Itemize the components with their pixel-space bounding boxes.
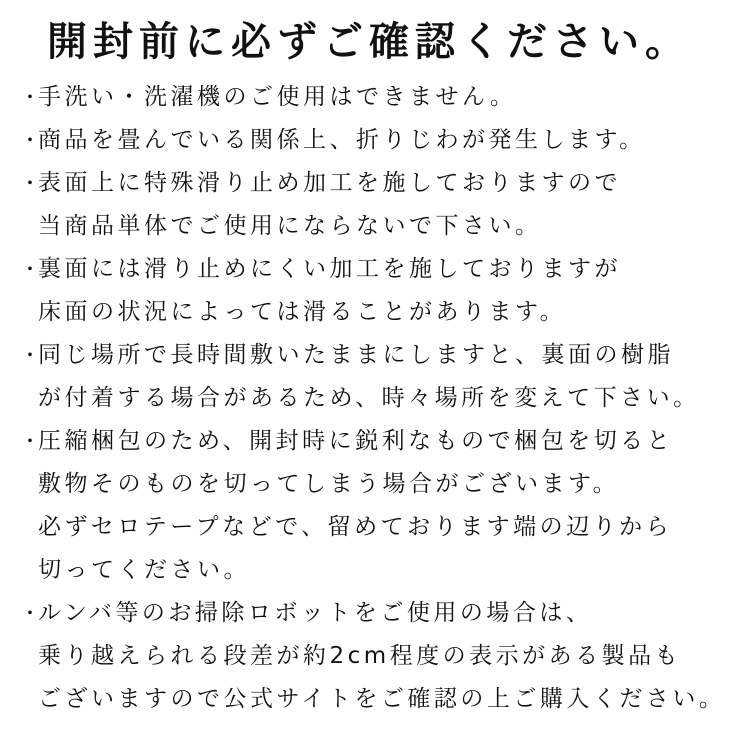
notice-item bbox=[20, 119, 726, 162]
notice-item bbox=[20, 248, 726, 334]
notice-line: 乗り越えられる段差が約2cm程度の表示がある製品も bbox=[38, 643, 682, 669]
bullet-marker: ・ bbox=[20, 257, 40, 281]
notice-item bbox=[20, 592, 726, 721]
notice-line: 商品を畳んでいる関係上、折りじわが発生します。 bbox=[38, 127, 646, 153]
notice-line: ルンバ等のお掃除ロボットをご使用の場合は、 bbox=[38, 600, 593, 626]
notice-lines bbox=[38, 248, 726, 334]
page-title: 開封前に必ずご確認ください。 bbox=[47, 19, 691, 65]
bullet-marker: ・ bbox=[20, 601, 40, 625]
bullet-marker: ・ bbox=[20, 171, 40, 195]
notice-line: 手洗い・洗濯機のご使用はできません。 bbox=[38, 84, 517, 110]
notice-line: 同じ場所で長時間敷いたままにしますと、裏面の樹脂 bbox=[38, 342, 674, 368]
notice-line: 床面の状況によっては滑ることがあります。 bbox=[38, 299, 567, 325]
notice-lines bbox=[38, 420, 726, 592]
notice-item bbox=[20, 76, 726, 119]
notice-lines bbox=[38, 162, 726, 248]
notice-lines bbox=[38, 119, 726, 162]
notice-item bbox=[20, 334, 726, 420]
bullet-marker: ・ bbox=[20, 85, 40, 109]
notice-line: 当商品単体でご使用にならないで下さい。 bbox=[38, 213, 542, 239]
notice-line: 表面上に特殊滑り止め加工を施しておりますので bbox=[38, 170, 621, 196]
notice-lines bbox=[38, 76, 726, 119]
notice-line: ございますので公式サイトをご確認の上ご購入ください。 bbox=[38, 686, 726, 712]
notice-line: 圧縮梱包のため、開封時に鋭利なもので梱包を切ると bbox=[38, 428, 674, 454]
notice-line: 切ってください。 bbox=[38, 557, 250, 583]
notice-item bbox=[20, 420, 726, 592]
notice-line: 裏面には滑り止めにくい加工を施しておりますが bbox=[38, 256, 621, 282]
notice-line: 必ずセロテープなどで、留めております端の辺りから bbox=[38, 514, 673, 540]
notice-lines bbox=[38, 592, 726, 721]
notice-line: 敷物そのものを切ってしまう場合がございます。 bbox=[38, 471, 620, 497]
notice-list bbox=[0, 68, 730, 721]
notice-item bbox=[20, 162, 726, 248]
notice-line: が付着する場合があるため、時々場所を変えて下さい。 bbox=[38, 385, 700, 411]
bullet-marker: ・ bbox=[20, 128, 40, 152]
bullet-marker: ・ bbox=[20, 343, 40, 367]
notice-lines bbox=[38, 334, 726, 420]
bullet-marker: ・ bbox=[20, 429, 40, 453]
